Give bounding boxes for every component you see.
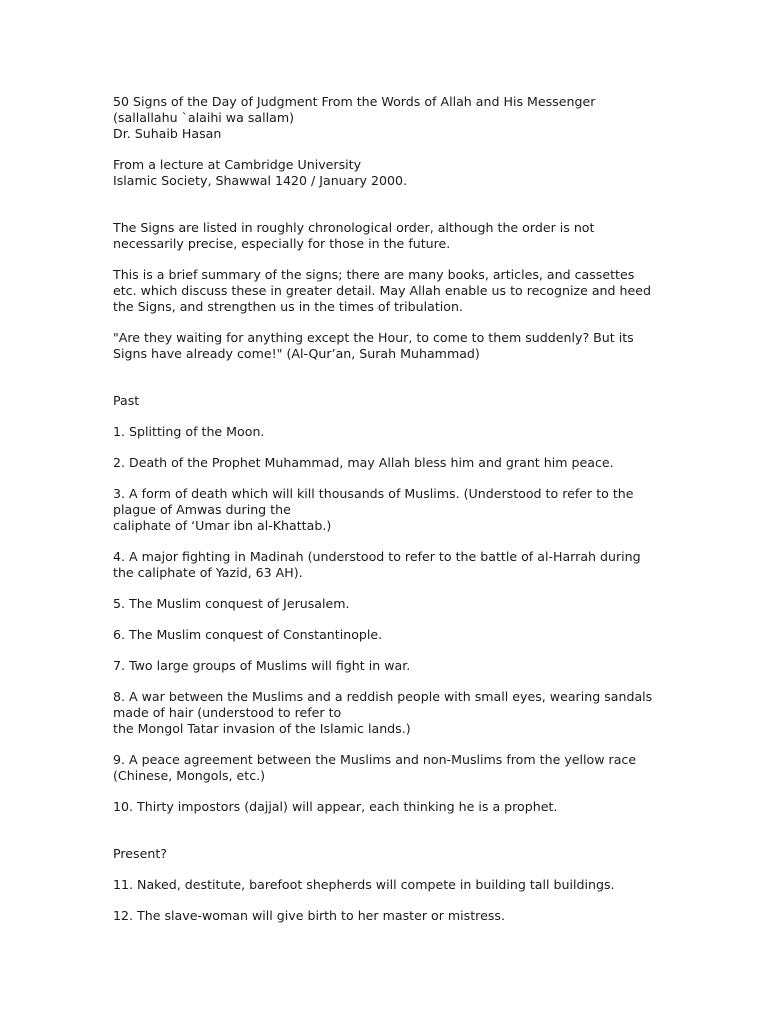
quran-quote [113, 330, 673, 362]
paragraph-line: This is a brief summary of the signs; there are many books, articles, and cassettes [113, 267, 635, 282]
sign-item: 5. The Muslim conquest of Jerusalem. [113, 596, 350, 611]
title-line: 50 Signs of the Day of Judgment From the Words of Allah and His Messenger [113, 94, 596, 109]
sign-item: 8. A war between the Muslims and a reddish people with small eyes, wearing sandals made of hair (understood to refer to the Mongol Tatar invasion of the Islamic lands.) [113, 689, 653, 736]
author-line: Dr. Suhaib Hasan [113, 126, 222, 141]
sign-item: 7. Two large groups of Muslims will fight in war. [113, 658, 411, 673]
title-subline: (sallallahu `alaihi wa sallam) [113, 110, 294, 125]
document-header [113, 94, 673, 142]
section-heading-past: Past [113, 393, 140, 408]
sign-item: 2. Death of the Prophet Muhammad, may Allah bless him and grant him peace. [113, 455, 614, 470]
sign-item: 6. The Muslim conquest of Constantinople. [113, 627, 383, 642]
sign-item: 9. A peace agreement between the Muslims and non-Muslims from the yellow race (Chinese, Mongols, etc.) [113, 752, 637, 783]
sign-item: 4. A major fighting in Madinah (understood to refer to the battle of al-Harrah during the caliphate of Yazid, 63 AH). [113, 549, 641, 580]
sign-item: 10. Thirty impostors (dajjal) will appear, each thinking he is a prophet. [113, 799, 558, 814]
paragraph-line: necessarily precise, especially for those in the future. [113, 236, 451, 251]
sign-item: 1. Splitting of the Moon. [113, 424, 265, 439]
paragraph-line: the Signs, and strengthen us in the times of tribulation. [113, 299, 463, 314]
document-page [113, 94, 673, 924]
sign-item: 11. Naked, destitute, barefoot shepherds will compete in building tall buildings. [113, 877, 615, 892]
source-line: Islamic Society, Shawwal 1420 / January 2000. [113, 173, 408, 188]
paragraph-line: etc. which discuss these in greater detail. May Allah enable us to recognize and heed [113, 283, 652, 298]
sign-item: 12. The slave-woman will give birth to her master or mistress. [113, 908, 505, 923]
quote-line: Signs have already come!" (Al-Qur’an, Surah Muhammad) [113, 346, 480, 361]
section-heading-present: Present? [113, 846, 167, 861]
source-info [113, 157, 673, 189]
intro-paragraph [113, 220, 673, 252]
sign-item: 3. A form of death which will kill thousands of Muslims. (Understood to refer to the plague of Amwas during the caliphate of ‘Umar ibn al-Khattab.) [113, 486, 634, 533]
source-line: From a lecture at Cambridge University [113, 157, 362, 172]
paragraph-line: The Signs are listed in roughly chronological order, although the order is not [113, 220, 595, 235]
summary-paragraph [113, 267, 673, 315]
quote-line: "Are they waiting for anything except the Hour, to come to them suddenly? But its [113, 330, 634, 345]
